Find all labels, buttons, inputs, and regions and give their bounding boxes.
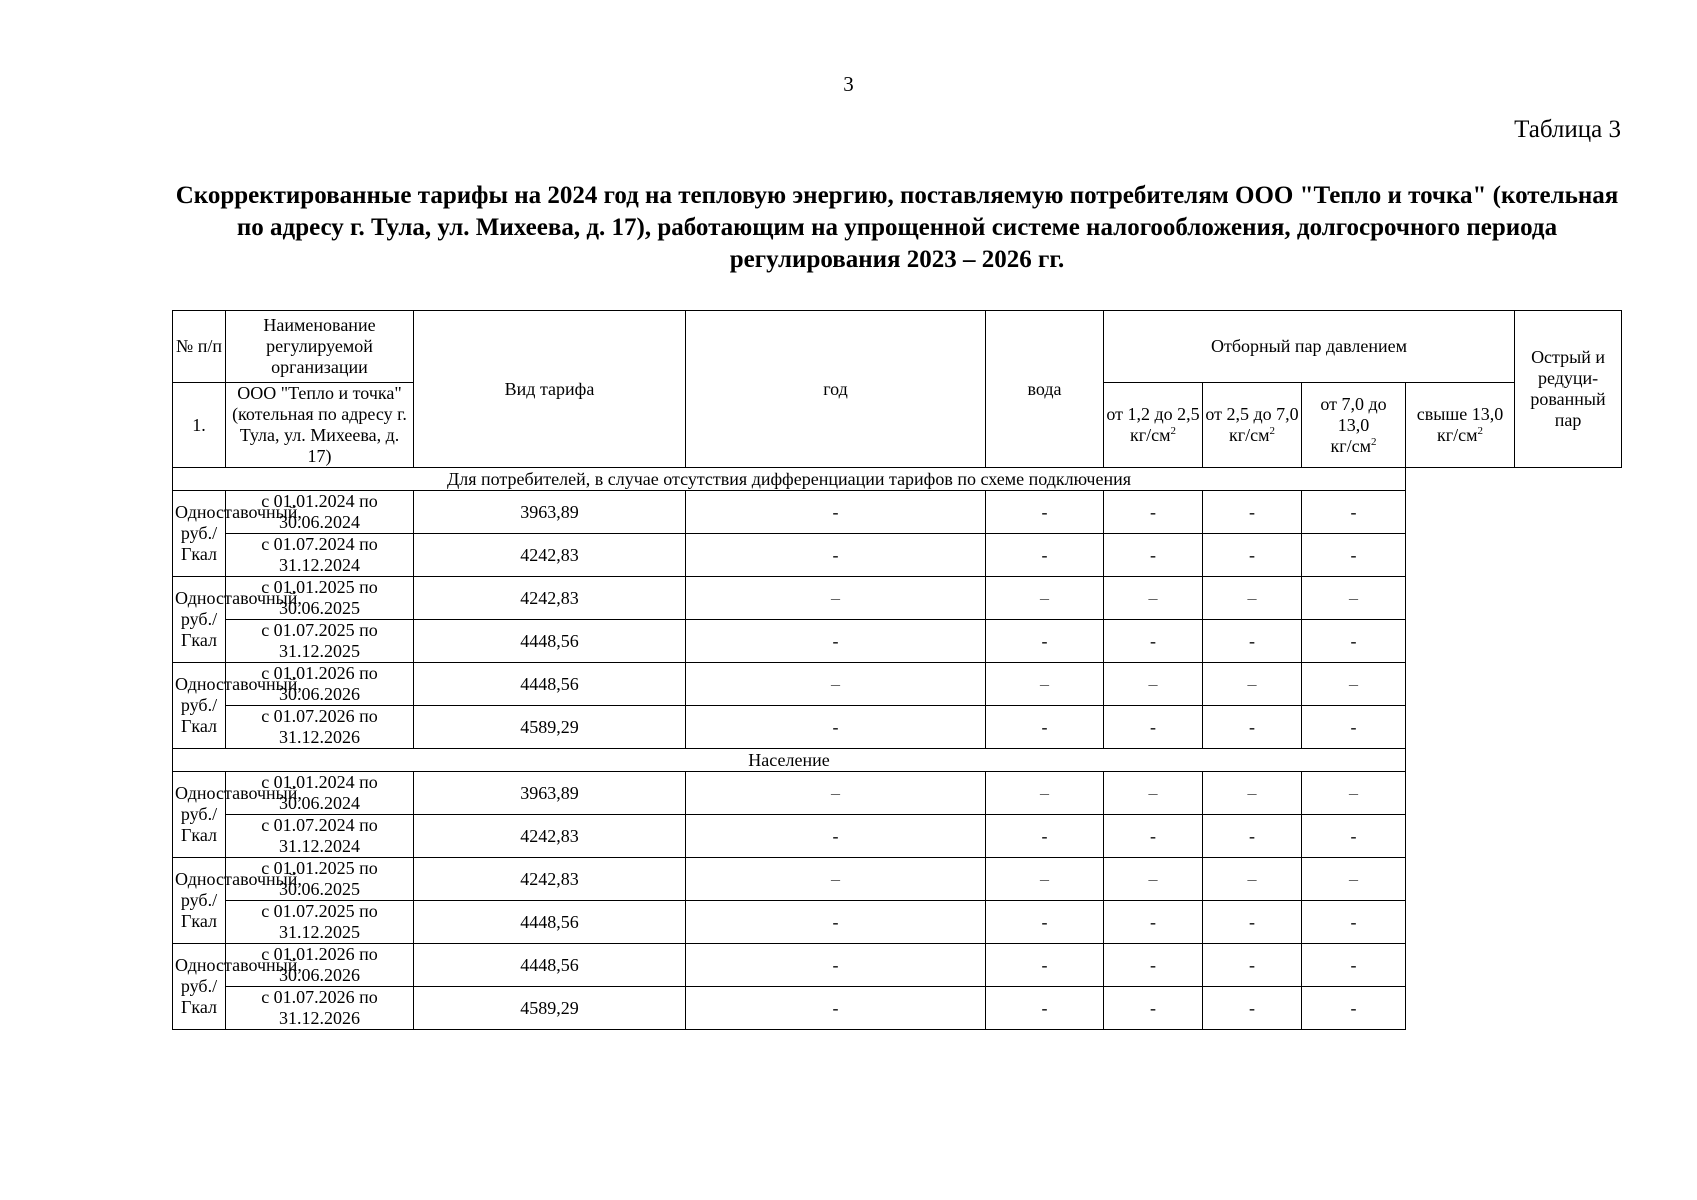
table-label: Таблица 3 xyxy=(1514,116,1621,143)
steam-4-cell: – xyxy=(1203,858,1302,901)
header-steam-1 xyxy=(1104,383,1203,468)
steam-3-cell: - xyxy=(1104,987,1203,1030)
header-steam-2 xyxy=(1203,383,1302,468)
tariff-type-cell: Одноставочный, руб./Гкал xyxy=(173,772,226,858)
steam-1-cell: - xyxy=(686,987,986,1030)
tariff-type-cell: Одноставочный, руб./Гкал xyxy=(173,491,226,577)
steam-3-cell: - xyxy=(1104,901,1203,944)
steam-1-cell: - xyxy=(686,534,986,577)
steam-1-cell: - xyxy=(686,491,986,534)
sharp-steam-cell: – xyxy=(1302,858,1406,901)
period-cell: с 01.01.2026 по 30.06.2026 xyxy=(226,944,414,987)
tariff-type-cell: Одноставочный, руб./Гкал xyxy=(173,663,226,749)
steam-2-cell: - xyxy=(986,901,1104,944)
steam-3-cell: - xyxy=(1104,944,1203,987)
header-number: № п/п xyxy=(173,311,226,383)
steam-4-cell: – xyxy=(1203,772,1302,815)
period-cell: с 01.01.2025 по 30.06.2025 xyxy=(226,858,414,901)
water-cell: 4242,83 xyxy=(414,577,686,620)
steam-1-cell: – xyxy=(686,577,986,620)
steam-4-cell: - xyxy=(1203,987,1302,1030)
sharp-steam-cell: - xyxy=(1302,620,1406,663)
header-steam-group: Отборный пар давлением xyxy=(1104,311,1515,383)
steam-1-cell: – xyxy=(686,772,986,815)
period-cell: с 01.01.2024 по 30.06.2024 xyxy=(226,491,414,534)
header-steam-4 xyxy=(1406,383,1515,468)
steam-1-cell: - xyxy=(686,706,986,749)
steam-3-cell: – xyxy=(1104,577,1203,620)
steam-3-cell: – xyxy=(1104,858,1203,901)
sharp-steam-cell: - xyxy=(1302,815,1406,858)
period-cell: с 01.07.2024 по 31.12.2024 xyxy=(226,534,414,577)
steam-1-unit-exp: 2 xyxy=(1170,425,1176,437)
steam-3-range: от 7,0 до 13,0 xyxy=(1320,393,1387,435)
steam-3-cell: – xyxy=(1104,772,1203,815)
steam-1-cell: - xyxy=(686,901,986,944)
period-cell: с 01.01.2026 по 30.06.2026 xyxy=(226,663,414,706)
page-number: 3 xyxy=(843,72,854,96)
water-cell: 4589,29 xyxy=(414,706,686,749)
steam-1-range: от 1,2 до 2,5 xyxy=(1106,404,1200,424)
steam-2-cell: – xyxy=(986,663,1104,706)
steam-2-unit: кг/см xyxy=(1228,425,1270,445)
steam-4-cell: - xyxy=(1203,706,1302,749)
sharp-steam-cell: - xyxy=(1302,491,1406,534)
water-cell: 3963,89 xyxy=(414,491,686,534)
steam-1-cell: – xyxy=(686,663,986,706)
tariff-type-cell: Одноставочный, руб./Гкал xyxy=(173,944,226,1030)
tariff-type-cell: Одноставочный, руб./Гкал xyxy=(173,577,226,663)
header-organization: Наименование регулируемой организации xyxy=(226,311,414,383)
steam-4-unit: кг/см xyxy=(1437,425,1478,445)
period-cell: с 01.07.2026 по 31.12.2026 xyxy=(226,987,414,1030)
steam-4-cell: – xyxy=(1203,663,1302,706)
steam-3-cell: – xyxy=(1104,663,1203,706)
section-title-general: Для потребителей, в случае отсутствия дифференциации тарифов по схеме подключения xyxy=(173,468,1406,491)
section-title-population: Население xyxy=(173,749,1406,772)
steam-4-cell: - xyxy=(1203,901,1302,944)
steam-4-cell: - xyxy=(1203,491,1302,534)
steam-2-cell: - xyxy=(986,815,1104,858)
steam-3-unit: кг/см xyxy=(1330,435,1371,456)
header-tariff-type: Вид тарифа xyxy=(414,311,686,468)
document-title: Скорректированные тарифы на 2024 год на тепловую энергию, поставляемую потребителям ООО "Тепло и точка" (котельная по адресу г. Тула, ул. Михеева, д. 17), работающим на упрощенной системе налогообложения, долгосрочного периода регулирования 2023 – 2026 гг. xyxy=(175,182,1619,273)
sharp-steam-cell: - xyxy=(1302,987,1406,1030)
water-cell: 4448,56 xyxy=(414,663,686,706)
steam-2-range: от 2,5 до 7,0 xyxy=(1205,404,1299,424)
water-cell: 4448,56 xyxy=(414,620,686,663)
sharp-steam-cell: – xyxy=(1302,663,1406,706)
steam-1-cell: - xyxy=(686,620,986,663)
steam-2-cell: - xyxy=(986,534,1104,577)
steam-3-cell: - xyxy=(1104,706,1203,749)
period-cell: с 01.07.2025 по 31.12.2025 xyxy=(226,620,414,663)
steam-4-cell: - xyxy=(1203,944,1302,987)
steam-1-cell: – xyxy=(686,858,986,901)
sharp-steam-cell: - xyxy=(1302,706,1406,749)
steam-1-cell: - xyxy=(686,815,986,858)
steam-1-unit: кг/см xyxy=(1129,425,1171,445)
steam-4-unit-exp: 2 xyxy=(1477,425,1484,437)
water-cell: 4448,56 xyxy=(414,901,686,944)
steam-3-cell: - xyxy=(1104,534,1203,577)
header-steam-3 xyxy=(1302,383,1406,468)
steam-2-cell: – xyxy=(986,858,1104,901)
water-cell: 4448,56 xyxy=(414,944,686,987)
water-cell: 4242,83 xyxy=(414,815,686,858)
steam-2-cell: – xyxy=(986,772,1104,815)
steam-2-cell: - xyxy=(986,491,1104,534)
steam-2-cell: – xyxy=(986,577,1104,620)
period-cell: с 01.07.2025 по 31.12.2025 xyxy=(226,901,414,944)
sharp-steam-cell: - xyxy=(1302,901,1406,944)
steam-4-range: свыше 13,0 xyxy=(1416,404,1504,424)
steam-2-cell: - xyxy=(986,620,1104,663)
sharp-steam-cell: – xyxy=(1302,577,1406,620)
sharp-steam-cell: – xyxy=(1302,772,1406,815)
water-cell: 4589,29 xyxy=(414,987,686,1030)
water-cell: 3963,89 xyxy=(414,772,686,815)
steam-2-cell: - xyxy=(986,944,1104,987)
steam-3-cell: - xyxy=(1104,815,1203,858)
steam-3-cell: - xyxy=(1104,491,1203,534)
steam-4-cell: - xyxy=(1203,620,1302,663)
period-cell: с 01.01.2025 по 30.06.2025 xyxy=(226,577,414,620)
period-cell: с 01.01.2024 по 30.06.2024 xyxy=(226,772,414,815)
sharp-steam-cell: - xyxy=(1302,534,1406,577)
steam-4-cell: - xyxy=(1203,534,1302,577)
steam-2-cell: - xyxy=(986,706,1104,749)
sharp-steam-cell: - xyxy=(1302,944,1406,987)
organization-cell: ООО "Тепло и точка" (котельная по адресу г. Тула, ул. Михеева, д. 17) xyxy=(226,383,414,468)
header-water: вода xyxy=(986,311,1104,468)
water-cell: 4242,83 xyxy=(414,534,686,577)
row-number-cell: 1. xyxy=(173,383,226,468)
steam-3-unit-exp: 2 xyxy=(1371,435,1377,448)
period-cell: с 01.07.2024 по 31.12.2024 xyxy=(226,815,414,858)
steam-2-cell: - xyxy=(986,987,1104,1030)
steam-4-cell: - xyxy=(1203,815,1302,858)
header-sharp-steam: Острый и редуци- рованный пар xyxy=(1515,311,1622,468)
header-year: год xyxy=(686,311,986,468)
tariff-type-cell: Одноставочный, руб./Гкал xyxy=(173,858,226,944)
period-cell: с 01.07.2026 по 31.12.2026 xyxy=(226,706,414,749)
steam-4-cell: – xyxy=(1203,577,1302,620)
steam-2-unit-exp: 2 xyxy=(1269,425,1275,437)
tariff-table xyxy=(172,310,1622,1030)
steam-1-cell: - xyxy=(686,944,986,987)
steam-3-cell: - xyxy=(1104,620,1203,663)
water-cell: 4242,83 xyxy=(414,858,686,901)
